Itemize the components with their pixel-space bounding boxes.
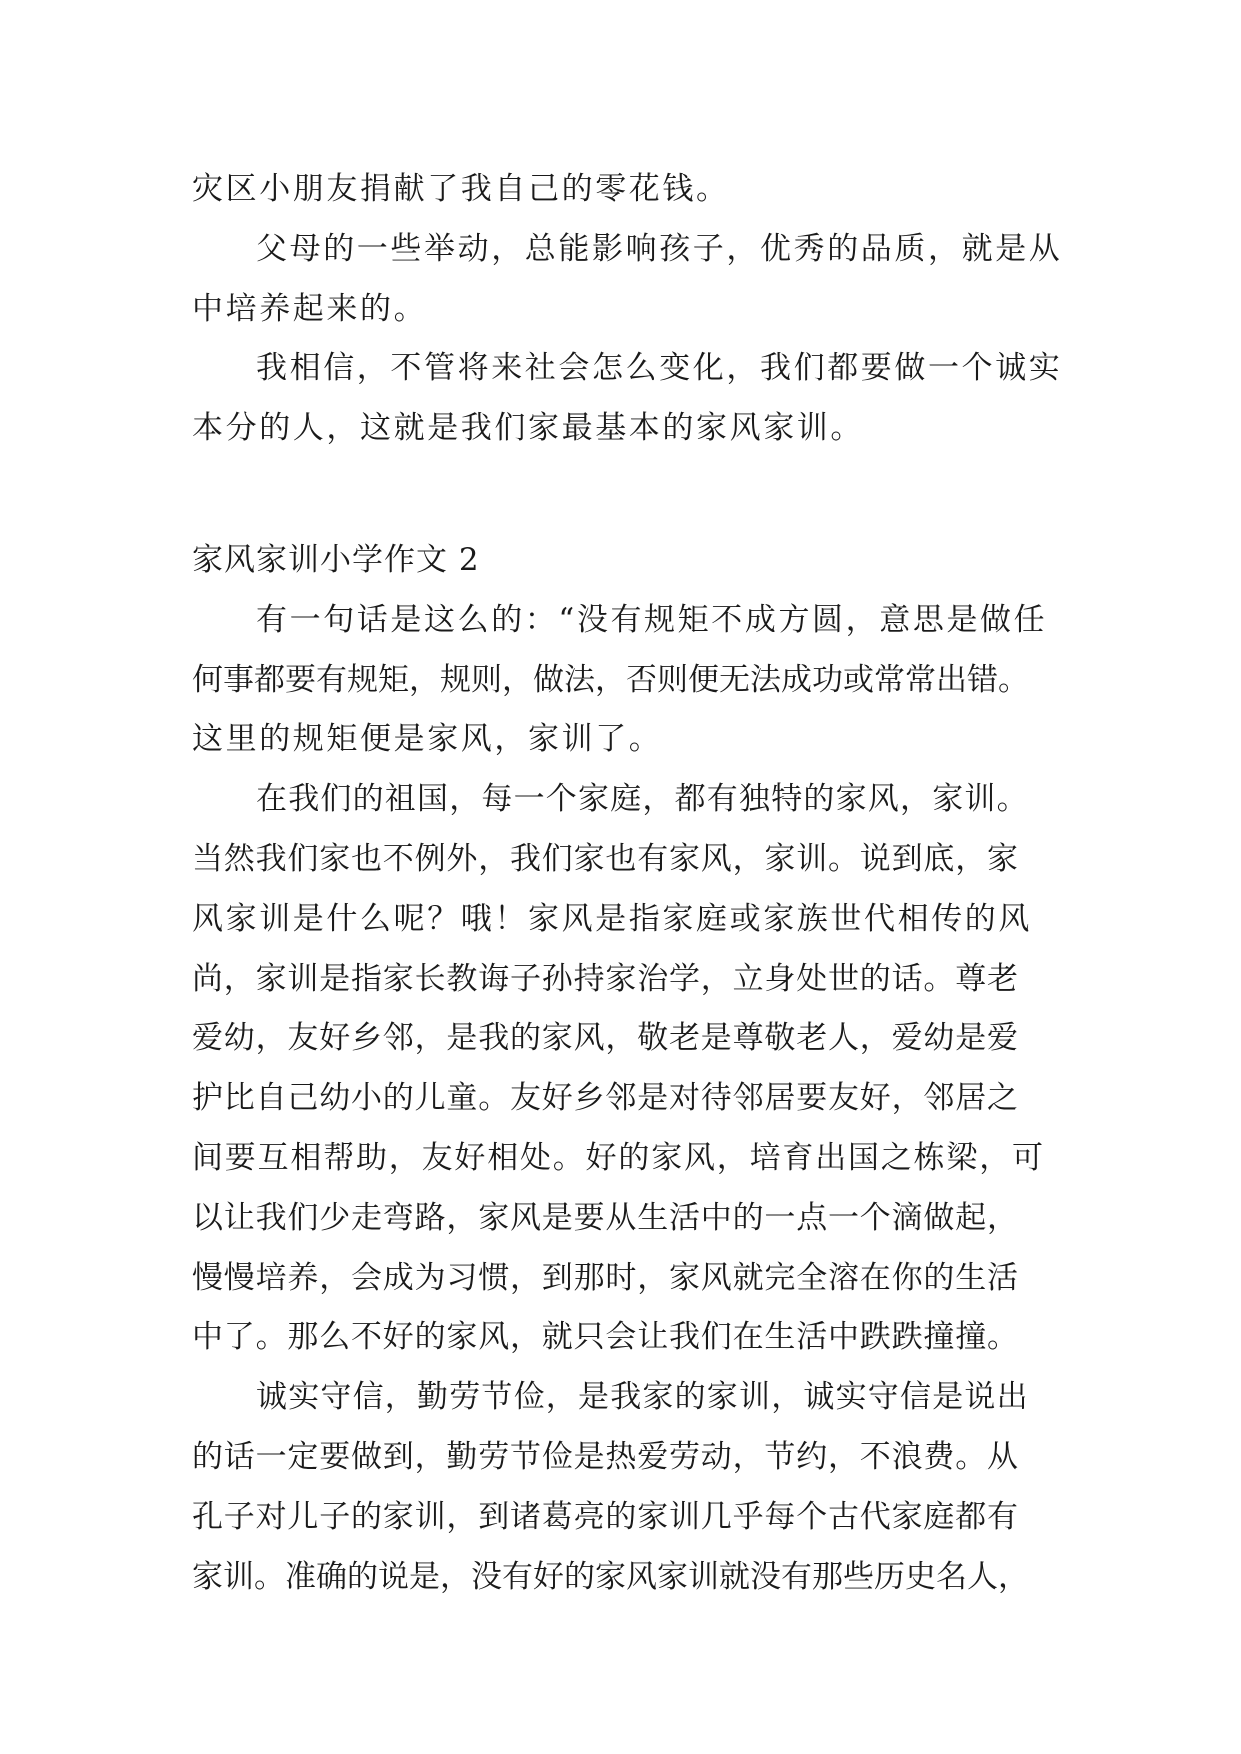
paragraph-first-line: 有一句话是这么的：“没有规矩不成方圆，意思是做任: [256, 601, 1048, 638]
text-line: 家训。准确的说是，没有好的家风家训就没有那些历史名人，: [192, 1558, 1029, 1595]
text-line: 尚，家训是指家长教诲子孙持家治学，立身处世的话。尊老: [192, 960, 1019, 997]
text-line: 中培养起来的。: [192, 290, 428, 327]
text-line: 爱幼，友好乡邻，是我的家风，敬老是尊敬老人，爱幼是爱: [192, 1020, 1019, 1057]
paragraph-first-line: 诚实守信，勤劳节俭，是我家的家训，诚实守信是说出: [256, 1379, 1029, 1416]
text-line: 的话一定要做到，勤劳节俭是热爱劳动，节约，不浪费。从: [192, 1438, 1019, 1475]
text-line: 何事都要有规矩，规则，做法，否则便无法成功或常常出错。: [192, 661, 1029, 698]
text-line: 本分的人，这就是我们家最基本的家风家训。: [192, 410, 864, 447]
document-page: [192, 160, 1063, 1607]
text-line: 间要互相帮助，友好相处。好的家风，培育出国之栋梁，可: [192, 1139, 1045, 1176]
paragraph-first-line: 父母的一些举动，总能影响孩子，优秀的品质，就是从: [256, 230, 1063, 267]
paragraph-first-line: 在我们的祖国，每一个家庭，都有独特的家风，家训。: [256, 781, 1029, 818]
paragraph-first-line: 我相信，不管将来社会怎么变化，我们都要做一个诚实: [256, 350, 1063, 387]
section-spacer: [192, 459, 1052, 531]
text-line: 灾区小朋友捐献了我自己的零花钱。: [192, 171, 730, 207]
text-line: 这里的规矩便是家风，家训了。: [192, 721, 663, 758]
text-line: 当然我们家也不例外，我们家也有家风，家训。说到底，家: [192, 840, 1019, 877]
text-line: 孔子对儿子的家训，到诸葛亮的家训几乎每个古代家庭都有: [192, 1498, 1019, 1535]
section-heading: 家风家训小学作文 2: [192, 541, 480, 578]
text-line: 风家训是什么呢？哦！家风是指家庭或家族世代相传的风: [192, 900, 1032, 937]
text-line: 以让我们少走弯路，家风是要从生活中的一点一个滴做起，: [192, 1199, 1019, 1236]
text-line: 慢慢培养，会成为习惯，到那时，家风就完全溶在你的生活: [192, 1259, 1019, 1296]
text-line: 中了。那么不好的家风，就只会让我们在生活中跌跌撞撞。: [192, 1319, 1019, 1356]
text-line: 护比自己幼小的儿童。友好乡邻是对待邻居要友好，邻居之: [192, 1080, 1019, 1117]
